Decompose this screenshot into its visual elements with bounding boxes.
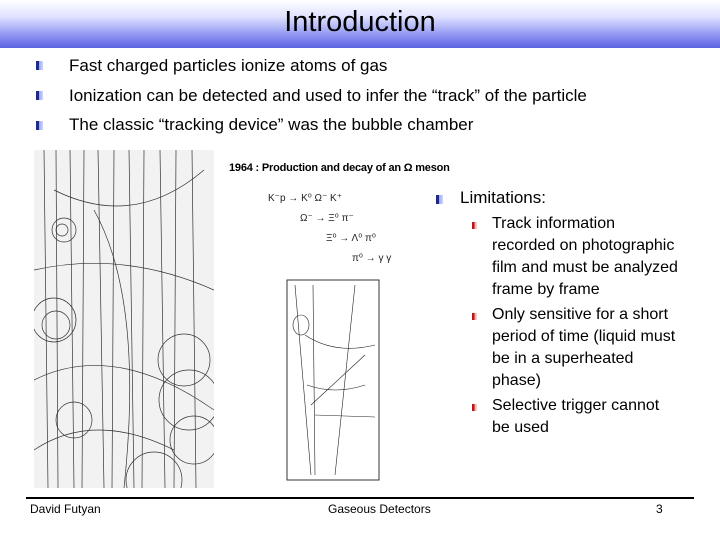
footer-page-number: 3	[656, 502, 663, 516]
sub-bullet-marker-icon	[472, 222, 477, 229]
figure-caption: 1964 : Production and decay of an Ω meson	[229, 162, 450, 174]
decay-diagram	[215, 155, 445, 490]
bullet-text-2: Ionization can be detected and used to infer the “track” of the particle	[69, 86, 587, 105]
sub-bullet-marker-icon	[472, 404, 477, 411]
reaction-2: Ω⁻ → Ξ⁰ π⁻	[300, 213, 354, 224]
sub-bullet-marker-icon	[472, 313, 477, 320]
slide-title: Introduction	[284, 6, 436, 38]
bullet-marker-icon	[436, 195, 443, 204]
bullet-text-3: The classic “tracking device” was the bubble chamber	[69, 115, 474, 134]
limitation-1-line-3: film and must be analyzed	[492, 259, 678, 276]
bullet-marker-icon	[36, 91, 43, 100]
limitation-2-line-4: phase)	[492, 372, 541, 389]
limitation-3-line-2: be used	[492, 419, 549, 436]
bullet-marker-icon	[36, 61, 43, 70]
bullet-marker-icon	[36, 121, 43, 130]
limitation-1-line-1: Track information	[492, 215, 615, 232]
limitation-2-line-2: period of time (liquid must	[492, 328, 676, 345]
limitation-1-line-4: frame by frame	[492, 281, 600, 298]
limitation-2-line-1: Only sensitive for a short	[492, 306, 669, 323]
footer-topic: Gaseous Detectors	[328, 502, 431, 516]
footer-divider	[26, 497, 694, 499]
reaction-4: π⁰ → γ γ	[352, 253, 392, 264]
limitation-1-line-2: recorded on photographic	[492, 237, 675, 254]
bullet-text-1: Fast charged particles ionize atoms of gas	[69, 56, 388, 75]
limitation-3-line-1: Selective trigger cannot	[492, 397, 660, 414]
reaction-3: Ξ⁰ → Λ⁰ π⁰	[326, 233, 376, 244]
reaction-1: K⁻p → K⁰ Ω⁻ K⁺	[268, 193, 343, 204]
footer-author: David Futyan	[30, 502, 101, 516]
bubble-chamber-photo	[34, 150, 214, 488]
limitations-title: Limitations:	[460, 188, 546, 207]
limitation-2-line-3: be in a superheated	[492, 350, 634, 367]
